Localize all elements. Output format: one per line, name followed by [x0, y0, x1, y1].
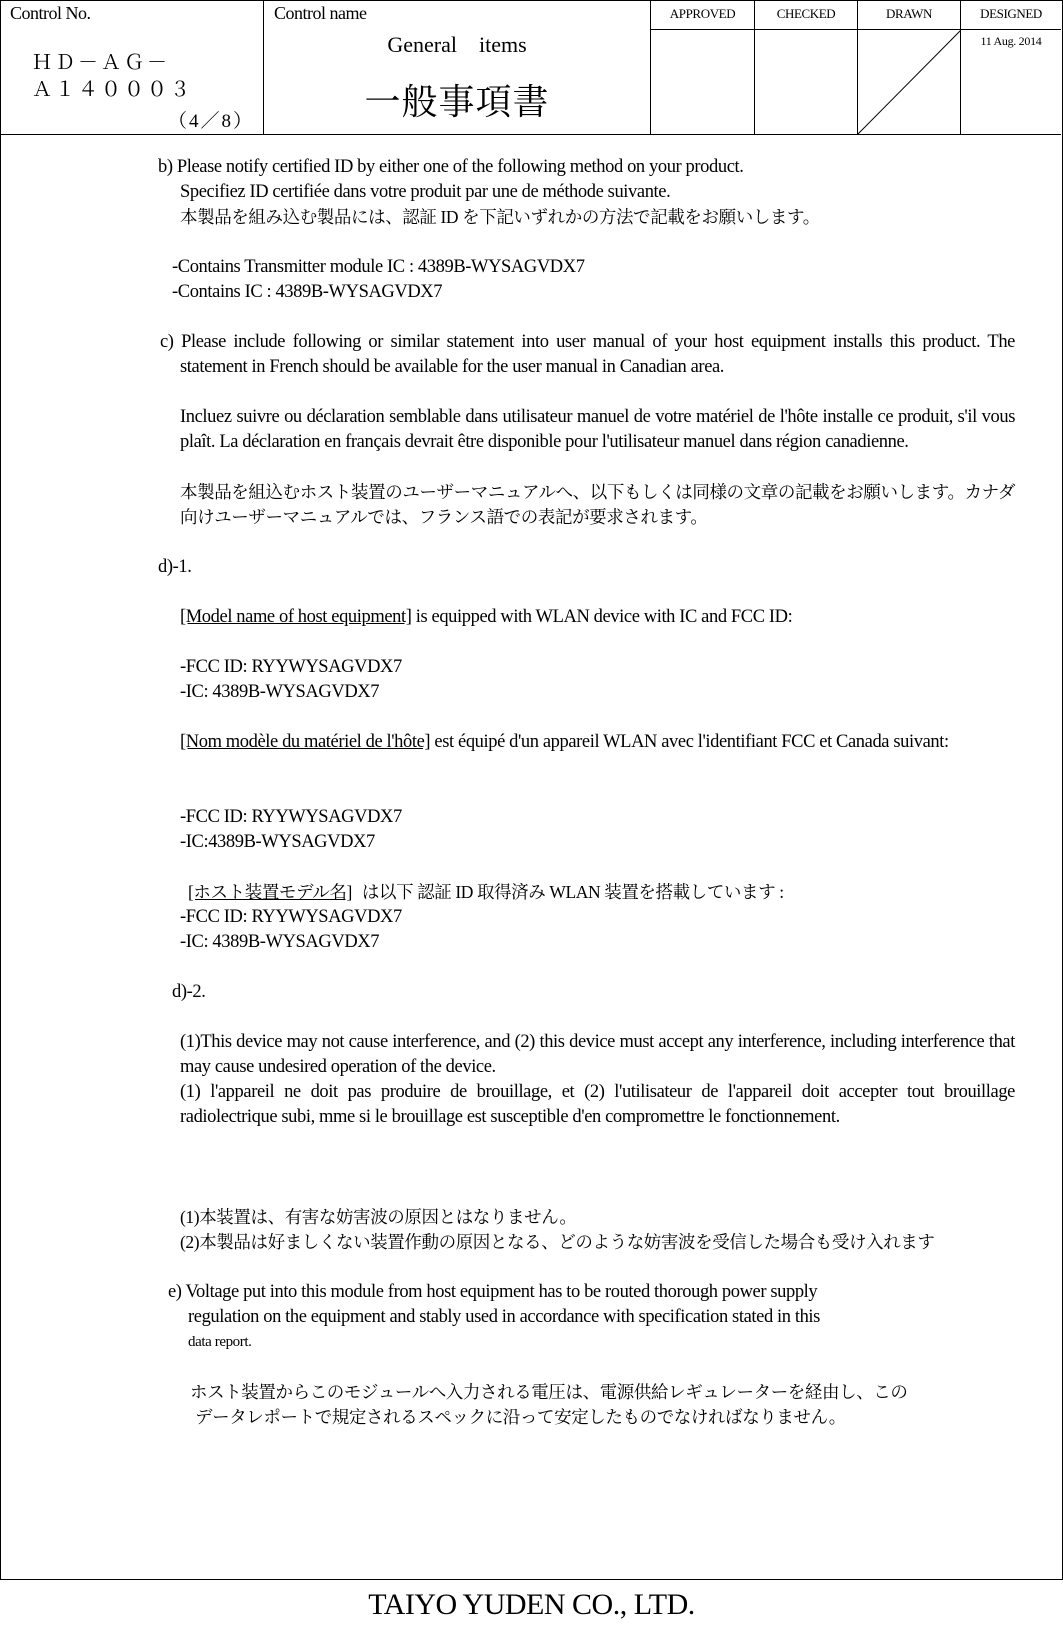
checked-label: CHECKED: [776, 6, 836, 21]
drawn-strike-line: [858, 30, 961, 134]
ic-id-3: -IC: 4389B-WYSAGVDX7: [180, 932, 380, 952]
section-c-english-text: c) Please include following or similar statement into user manual of your host equipment installs this product. The statement in French should be available for the user manual in Canadian area.: [160, 332, 1015, 377]
section-d1-label: d)-1.: [158, 557, 192, 577]
section-e-line2: regulation on the equipment and stably used in accordance with specification stated in this: [188, 1307, 820, 1327]
host-model-name-fr: [Nom modèle du matériel de l'hôte]: [180, 732, 431, 752]
approved-label: APPROVED: [669, 6, 736, 21]
section-d1-host-jp: [188, 880, 784, 905]
section-d2-japanese-1: (1)本装置は、有害な妨害波の原因とはなりません。: [180, 1207, 577, 1227]
section-e-japanese-2: データレポートで規定されるスペックに沿って安定したものでなければなりません。: [195, 1407, 846, 1427]
section-e-japanese-1: ホスト装置からこのモジュールへ入力される電圧は、電源供給レギュレーターを経由し、この: [190, 1382, 908, 1402]
section-b-line3: 本製品を組み込む製品には、認証 ID を下記いずれかの方法で記載をお願いします。: [180, 207, 820, 227]
section-b-line2: Specifiez ID certifiée dans votre produit par une de méthode suivante.: [180, 182, 671, 202]
section-b-ic-transmitter: -Contains Transmitter module IC : 4389B-WYSAGVDX7: [172, 257, 585, 277]
section-d2-english: (1)This device may not cause interference, and (2) this device must accept any interference, including interference that may cause undesired operation of the device.: [180, 1032, 1015, 1077]
ic-id-2: -IC:4389B-WYSAGVDX7: [180, 832, 375, 852]
section-d1-host-fr: [180, 730, 1015, 755]
host-model-name-en: [Model name of host equipment]: [180, 607, 412, 627]
section-b-line1: b) Please notify certified ID by either one of the following method on your product.: [158, 157, 744, 177]
designed-cell: [961, 0, 1061, 134]
section-e-line1: e) Voltage put into this module from host equipment has to be routed thorough power supply: [168, 1282, 818, 1302]
ic-id-1: -IC: 4389B-WYSAGVDX7: [180, 682, 380, 702]
section-c-japanese: 本製品を組込むホスト装置のユーザーマニュアルへ、以下もしくは同様の文章の記載をお願いします。カナダ向けユーザーマニュアルでは、フランス語での表記が要求されます。: [180, 482, 1015, 527]
section-b-ic: -Contains IC : 4389B-WYSAGVDX7: [172, 282, 443, 302]
section-c-french: Incluez suivre ou déclaration semblable dans utilisateur manuel de votre matériel de l'hôte installe ce produit, s'il vous plaît. La déclaration en français devrait être disponible pour l'utilisateur manuel dans région canadienne.: [180, 407, 1015, 452]
company-name: TAIYO YUDEN CO., LTD.: [368, 1588, 695, 1621]
section-c-english: [160, 330, 1015, 380]
title-block: [0, 0, 1061, 135]
control-no-label: Control No.: [10, 3, 91, 23]
fcc-id-1: -FCC ID: RYYWYSAGVDX7: [180, 657, 402, 677]
title-english: General items: [387, 32, 527, 57]
designed-label: DESIGNED: [980, 6, 1042, 21]
drawn-label: DRAWN: [885, 6, 933, 21]
document-body: [0, 135, 1061, 1578]
section-d2-label: d)-2.: [172, 982, 206, 1002]
control-no-line1: ＨＤ－ＡＧ－: [32, 52, 170, 74]
checked-cell: [755, 0, 858, 134]
control-name-cell: [264, 0, 651, 134]
fcc-id-3: -FCC ID: RYYWYSAGVDX7: [180, 907, 402, 927]
page-number: （4／8）: [168, 111, 255, 132]
section-d2-japanese-2: (2)本製品は好ましくない装置作動の原因となる、どのような妨害波を受信した場合も受け入れます: [180, 1232, 935, 1252]
fcc-id-2: -FCC ID: RYYWYSAGVDX7: [180, 807, 402, 827]
section-e-line3: data report.: [188, 1334, 252, 1350]
control-name-label: Control name: [274, 3, 367, 23]
control-no-value: [32, 50, 193, 104]
section-d1-host-en: [180, 605, 792, 630]
host-statement-en: is equipped with WLAN device with IC and FCC ID:: [411, 607, 793, 627]
control-no-cell: [0, 0, 264, 134]
approved-cell: [651, 0, 755, 134]
host-statement-jp: は以下 認証 ID 取得済み WLAN 装置を搭載しています :: [361, 882, 784, 902]
control-no-line2: Ａ１４０００３: [32, 79, 193, 101]
host-statement-fr: est équipé d'un appareil WLAN avec l'identifiant FCC et Canada suivant:: [430, 732, 949, 752]
title-japanese: 一般事項書: [364, 82, 550, 122]
section-d2-french: (1) l'appareil ne doit pas produire de brouillage, et (2) l'utilisateur de l'appareil doit accepter tout brouillage radiolectrique subi, mme si le brouillage est susceptible d'en compromettre le fonctionnement.: [180, 1082, 1015, 1127]
signature-row-divider: [651, 29, 1061, 30]
host-model-name-jp: [ホスト装置モデル名]: [188, 882, 352, 902]
designed-date: 11 Aug. 2014: [980, 34, 1042, 48]
